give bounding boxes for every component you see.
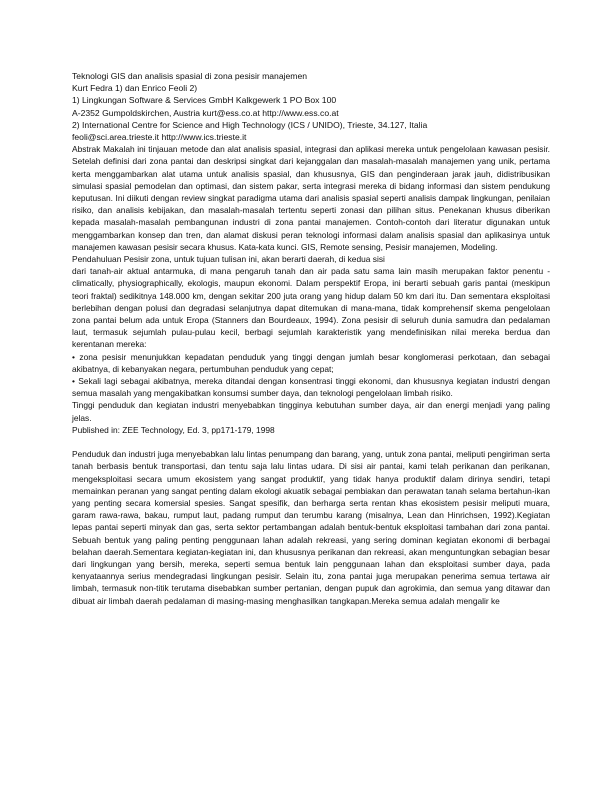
affiliation-2: 2) International Centre for Science and High Technology (ICS / UNIDO), Trieste, 34.127, Italia — [72, 119, 428, 130]
bullet-item: • Sekali lagi sebagai akibatnya, mereka ditandai dengan konsentrasi tinggi ekonomi, dan khususnya kegiatan industri dengan semua masalah yang mengakibatkan konsumsi sumber daya, dan teknologi pengelolaan limbah risiko. — [72, 376, 550, 399]
abstract: Abstrak Makalah ini tinjauan metode dan alat analisis spasial, integrasi dan aplikasi mereka untuk pengelolaan kawasan pesisir. Setelah definisi dari zona pantai dan deskripsi singkat dari kejanggalan dan masalah-masalah manajemen yang unik, pertama kerta menggambarkan alat utama untuk analisis spasial, dan khususnya, GIS dan penginderaan jarak jauh, didistribusikan simulasi spasial pemodelan dan optimasi, dan sistem pakar, serta integrasi mereka di bidang informasi dan sistem pendukung keputusan. Ini diikuti dengan review singkat paradigma utama dari analisis spasial seperti analisis dampak lingkungan, penilaian risiko, dan analisis kebijakan, dan masalah-masalah tertentu seperti zonasi dan pilihan situs. Penekanan khusus diberikan kepada masalah-masalah pembangunan industri di zona pantai manajemen. Contoh-contoh dari literatur digunakan untuk menggambarkan konsep dan tren, dan alamat diskusi peran teknologi informasi dalam analisis spasial dan aplikasinya untuk manajemen kawasan pesisir secara khusus. Kata-kata kunci. GIS, Remote sensing, Pesisir manajemen, Modeling. — [72, 144, 550, 252]
closing-text: Tinggi penduduk dan kegiatan industri menyebabkan tingginya kebutuhan sumber daya, air dan energi menjadi yang paling jelas. — [72, 400, 550, 423]
paragraph-gap — [72, 436, 550, 448]
bullet-item: • zona pesisir menunjukkan kepadatan penduduk yang tinggi dengan jumlah besar konglomerasi perkotaan, dan sebagai akibatnya, di kebanyakan negara, pertumbuhan penduduk yang cepat; — [72, 351, 550, 374]
affiliation-2-contact: feoli@sci.area.trieste.it http://www.ics.trieste.it — [72, 132, 247, 143]
authors: Kurt Fedra 1) dan Enrico Feoli 2) — [72, 83, 198, 94]
intro-heading: Pendahuluan Pesisir zona, untuk tujuan tulisan ini, akan berarti daerah, di kedua sisi — [72, 254, 385, 265]
document-page — [72, 70, 550, 607]
body-paragraph: Penduduk dan industri juga menyebabkan lalu lintas penumpang dan barang, yang, untuk zona pantai, meliputi pengiriman serta tanah berbasis bentuk transportasi, dan tentu saja lalu lintas udara. Di sisi air pantai, kami telah perikanan dan perikanan, mengeksploitasi secara umum ekosistem yang sangat produktif, yang tidak hanya produktif dalam dirinya sendiri, tetapi memainkan peranan yang sangat penting dalam ekologi akuatik sebagai pembiakan dan perawatan tanah selama bertahun-ikan yang penting secara komersial spesies. Sangat spesifik, dan berharga serta rentan khas ekosistem pesisir meliputi muara, garam rawa-rawa, bakau, rumput laut, padang rumput dan terumbu karang (misalnya, Lean dan Hinrichsen, 1992).Kegiatan lepas pantai seperti minyak dan gas, serta sektor pertambangan adalah bentuk-bentuk eksploitasi tambahan dari zona pantai. Sebuah bentuk yang paling penting penggunaan lahan adalah rekreasi, yang sering dominan kegiatan ekonomi di berbagai belahan daerah.Sementara kegiatan-kegiatan ini, dan khususnya perikanan dan rekreasi, akan menguntungkan sebagian besar dari lingkungan yang bersih, mereka, seperti semua bentuk lain penggunaan lahan dan eksploitasi sumber daya, pada kenyataannya serius mendegradasi lingkungan pesisir. Selain itu, zona pantai juga merupakan penerima semua tertawa air limbah, termasuk non-titik terutama disebabkan sumber pertanian, dengan pupuk dan agrokimia, dan semua yang ditawar dan dibuat air limbah daerah pedalaman di masing-masing menghasilkan tangkapan.Mereka semua adalah mengalir ke — [72, 449, 550, 606]
affiliation-1: 1) Lingkungan Software & Services GmbH Kalkgewerk 1 PO Box 100 — [72, 95, 337, 106]
paper-title: Teknologi GIS dan analisis spasial di zona pesisir manajemen — [72, 71, 308, 81]
publication-note: Published in: ZEE Technology, Ed. 3, pp171-179, 1998 — [72, 424, 275, 435]
intro-text: dari tanah-air aktual antarmuka, di mana pengaruh tanah dan air pada satu sama lain masih merupakan faktor penentu - climatically, physiographically, ekologis, maupun ekonomi. Dalam perspektif Eropa, ini berarti sebuah garis pantai (meskipun teori fraktal) sedikitnya 148.000 km, dengan sekitar 200 juta orang yang hidup dalam 50 km dari itu. Dan sementara eksploitasi berlebihan dengan polusi dan degradasi selanjutnya dapat ditemukan di mana-mana, tidak komprehensif skema pengelolaan zona pantai belum ada untuk Eropa (Stanners dan Bourdeaux, 1994). Zona pesisir di seluruh dunia samudra dan pedalaman laut, termasuk sejumlah pulau-pulau kecil, berbagi sejumlah karakteristik yang mendefinisikan nilai mereka berdua dan kerentanan mereka: — [72, 266, 550, 350]
affiliation-1-address: A-2352 Gumpoldskirchen, Austria kurt@ess.co.at http://www.ess.co.at — [72, 107, 339, 118]
